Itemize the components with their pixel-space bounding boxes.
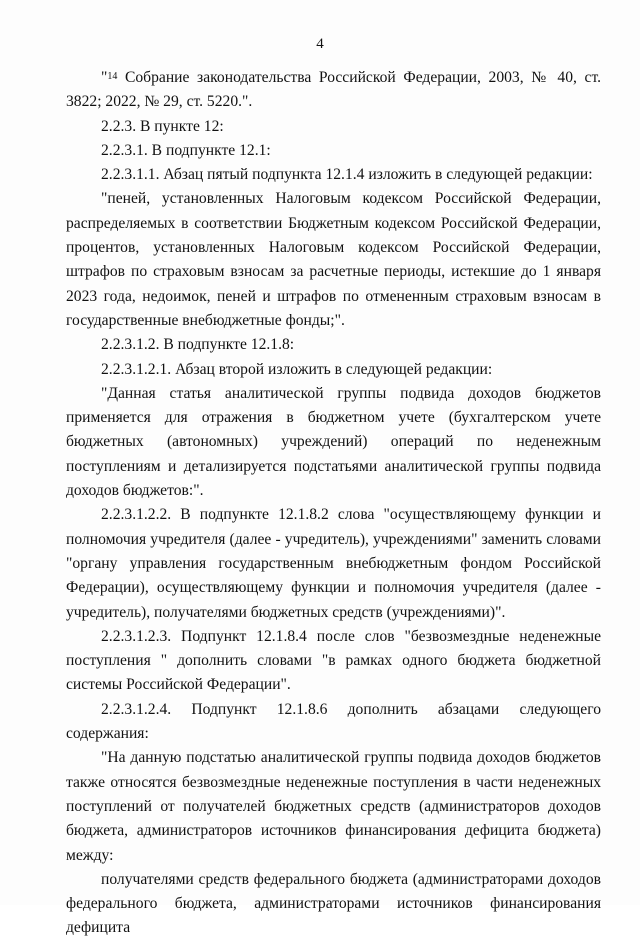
paragraph: получателями средств федерального бюджета (администраторами доходов федерального бюджета, администраторами источников финансирования дефицита [66,870,601,937]
paragraph: 2.2.3.1.2.4. Подпункт 12.1.8.6 дополнить абзацами следующего содержания: [66,700,601,743]
footnote-marker: 14 [107,71,118,82]
document-body [66,66,601,941]
paragraph: 2.2.3.1.2.1. Абзац второй изложить в следующей редакции: [101,360,493,378]
footnote-quote: " [101,69,108,86]
paragraph: 2.2.3.1. В подпункте 12.1: [101,141,271,159]
paragraph: "пеней, установленных Налоговым кодексом Российской Федерации, распределяемых в соответствии Бюджетным кодексом Российской Федерации, процентов, установленных Налоговым кодексом Российской Федерации, штрафов по страховым взносам за расчетные периоды, истекшие до 1 января 2023 года, недоимок, пеней и штрафов по отмененным страховым взносам в государственные внебюджетные фонды;". [66,190,601,329]
paragraph: 2.2.3.1.2. В подпункте 12.1.8: [101,336,295,354]
paragraph: 2.2.3. В пункте 12: [101,117,224,135]
paragraph: 2.2.3.1.2.2. В подпункте 12.1.8.2 слова "осуществляющему функции и полномочия учредителя (далее - учредитель), учреждениями" заменить словами "органу управления государственным внебюджетным фондом Российской Федерации), осуществляющему функции и полномочия учредителя (далее - учредитель), получателями бюджетных средств (учреждениями)". [66,506,601,621]
paragraph: "Данная статья аналитической группы подвида доходов бюджетов применяется для отражения в бюджетном учете (бухгалтерском учете бюджетных (автономных) учреждений) операций по неденежным поступлениям и детализируется подстатьями аналитической группы подвида доходов бюджетов:". [66,384,601,500]
paragraph: 2.2.3.1.1. Абзац пятый подпункта 12.1.4 изложить в следующей редакции: [101,166,593,184]
paragraph: 2.2.3.1.2.3. Подпункт 12.1.8.4 после слов "безвозмездные неденежные поступления " дополнить словами "в рамках одного бюджета бюджетной системы Российской Федерации". [66,627,601,694]
footnote-text: Собрание законодательства Российской Федерации, 2003, № 40, ст. 3822; 2022, № 29, ст. 5220.". [66,69,601,111]
page-number: 4 [316,36,324,52]
footnote-paragraph [66,66,601,115]
paragraph: "На данную подстатью аналитической группы подвида доходов бюджетов также относятся безвозмездные неденежные поступления в части неденежных поступлений от получателей бюджетных средств (администраторов доходов бюджета, администраторов источников финансирования дефицита бюджета) между: [66,749,601,864]
